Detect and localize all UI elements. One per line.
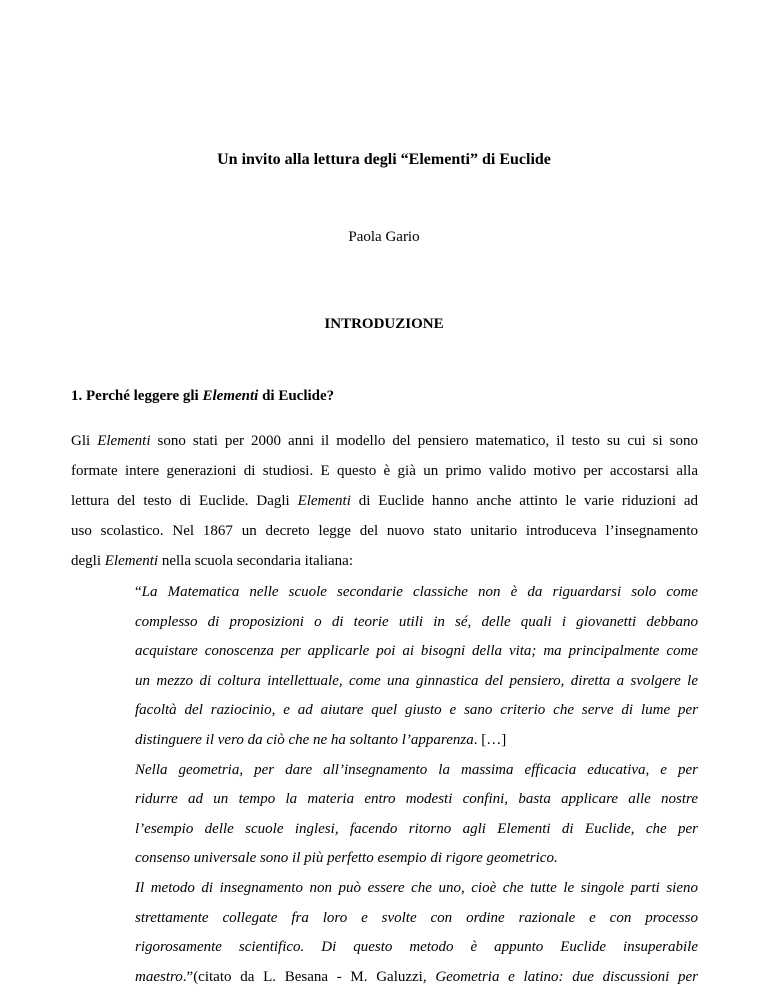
text-run: maestro [135,968,183,985]
text-run: l’esempio delle scuole inglesi, facendo ritorno agli Elementi di Euclide, che per [135,820,698,837]
paragraph-line [71,521,698,541]
text-run: uso scolastico. Nel 1867 un decreto legge del nuovo stato unitario introduceva l’insegnamento [71,523,698,539]
quote-line [135,612,698,632]
paragraph-line [71,551,698,571]
quote-line [135,908,698,928]
author-name: Paola Gario [348,229,420,245]
quote-line [135,760,698,780]
quote-line [135,878,698,898]
text-run: ridurre ad un tempo la materia entro modesti confini, basta applicare alle nostre [135,791,698,808]
paragraph-line [71,431,698,451]
quote-line [135,582,698,602]
document-title: Un invito alla lettura degli “Elementi” di Euclide [217,151,551,168]
body-paragraph [71,431,698,581]
text-run: di Euclide hanno anche attinto le varie riduzioni ad [350,493,698,509]
quote-line [135,819,698,839]
text-run: sono stati per 2000 anni il modello del pensiero matematico, il testo su cui si sono [150,433,698,449]
text-run: Il metodo di insegnamento non può essere che uno, cioè che tutte le singole parti sieno [135,879,698,896]
quote-line [135,937,698,957]
text-run: consenso universale sono il più perfetto esempio di rigore geometrico. [135,850,558,867]
text-run: complesso di proposizioni o di teorie utili in sé, delle quali i giovanetti debbano [135,613,698,630]
quote-line [135,848,698,868]
text-run: Elementi [297,493,351,509]
heading-emphasis: Elementi [202,388,259,404]
paragraph-line [71,491,698,511]
section-heading [71,386,334,406]
quote-line [135,730,698,750]
quote-line [135,789,698,809]
text-run: .”(citato da L. Besana - M. Galuzzi, [182,968,436,985]
text-run: Gli [71,433,98,449]
text-run: strettamente collegate fra loro e svolte con ordine razionale e con processo [135,909,698,926]
text-run: Nella geometria, per dare all’insegnamento la massima efficacia educativa, e per [135,761,698,778]
block-quote [135,582,698,996]
quote-line [135,641,698,661]
quote-line [135,671,698,691]
quote-line [135,700,698,720]
text-run: lettura del testo di Euclide. Dagli [71,493,298,509]
text-run: formate intere generazioni di studiosi. E questo è già un primo valido motivo per accostarsi alla [71,463,698,479]
heading-prefix: 1. Perché leggere gli [71,388,203,404]
text-run: rigorosamente scientifico. Di questo metodo è appunto Euclide insuperabile [135,939,698,956]
text-run: Geometria e latino: due discussioni per [435,968,698,985]
text-run: un mezzo di coltura intellettuale, come una ginnastica del pensiero, diretta a svolgere le [135,672,698,689]
text-run: . […] [473,731,507,748]
text-run: facoltà del raziocinio, e ad aiutare quel giusto e sano criterio che serve di lume per [135,702,698,719]
heading-suffix: di Euclide? [258,388,335,404]
text-run: distinguere il vero da ciò che ne ha soltanto l’apparenza [135,731,474,748]
text-run: La Matematica nelle scuole secondarie classiche non è da riguardarsi solo come [141,584,698,600]
text-run: Elementi [97,433,151,449]
text-run: degli [71,553,105,569]
text-run: Elementi [104,553,159,569]
section-title: INTRODUZIONE [324,316,444,332]
text-run: “ [135,584,142,600]
quote-line [135,967,698,987]
text-run: acquistare conoscenza per applicarle poi ai bisogni della vita; ma principalmente come [135,643,698,660]
paragraph-line [71,461,698,481]
text-run: nella scuola secondaria italiana: [158,553,353,569]
